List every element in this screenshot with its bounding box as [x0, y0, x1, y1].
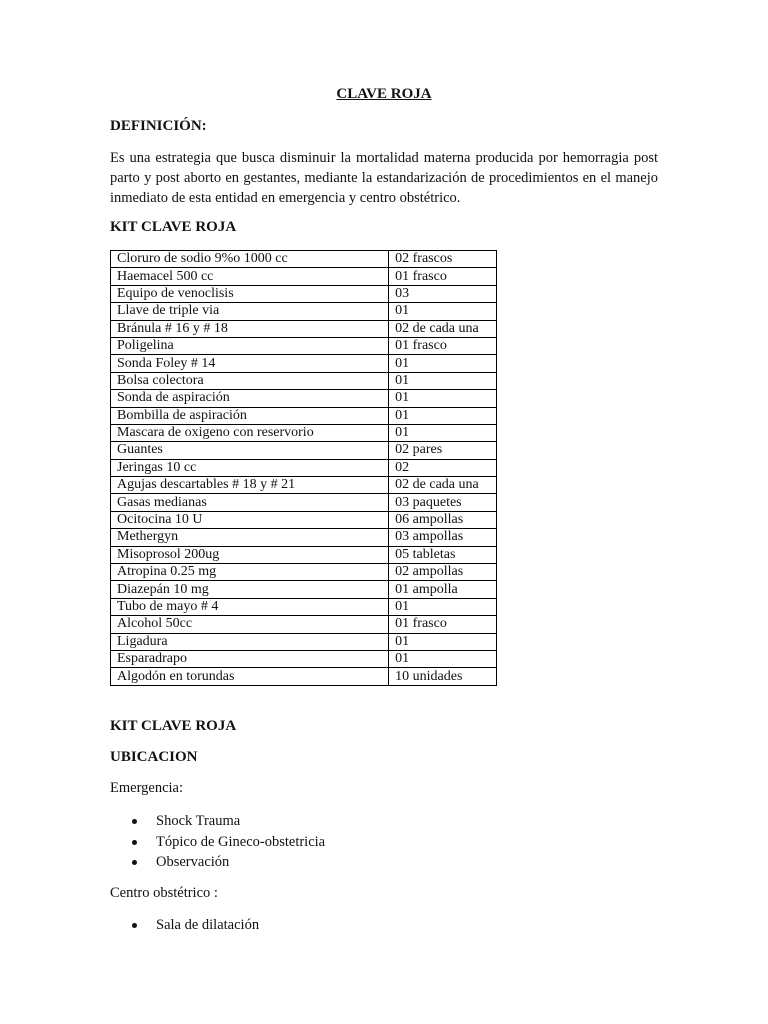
- kit-item-cell: Tubo de mayo # 4: [111, 598, 389, 615]
- bullet-icon: [132, 923, 137, 928]
- kit-qty-cell: 01: [389, 407, 497, 424]
- kit-qty-cell: 01: [389, 650, 497, 667]
- kit-qty-cell: 02 de cada una: [389, 477, 497, 494]
- kit-table-row: [111, 616, 497, 633]
- list-item-label: Observación: [156, 854, 230, 870]
- kit-qty-cell: 05 tabletas: [389, 546, 497, 563]
- kit-item-cell: Cloruro de sodio 9%o 1000 cc: [111, 251, 389, 268]
- list-item: [110, 852, 325, 873]
- kit-table-row: [111, 303, 497, 320]
- kit-item-cell: Algodón en torundas: [111, 668, 389, 685]
- page-title: CLAVE ROJA: [336, 86, 432, 102]
- kit-qty-cell: 01: [389, 633, 497, 650]
- kit-table-row: [111, 320, 497, 337]
- kit-table-row: [111, 546, 497, 563]
- kit-table: [110, 250, 497, 686]
- kit-item-cell: Diazepán 10 mg: [111, 581, 389, 598]
- kit-table-row: [111, 477, 497, 494]
- kit-item-cell: Methergyn: [111, 529, 389, 546]
- kit-table-row: [111, 390, 497, 407]
- kit-qty-cell: 02: [389, 459, 497, 476]
- kit-qty-cell: 01: [389, 355, 497, 372]
- kit-table-row: [111, 598, 497, 615]
- kit-qty-cell: 02 de cada una: [389, 320, 497, 337]
- kit-table-row: [111, 337, 497, 354]
- kit-qty-cell: 01 frasco: [389, 268, 497, 285]
- kit-item-cell: Ligadura: [111, 633, 389, 650]
- kit-item-cell: Guantes: [111, 442, 389, 459]
- bullet-icon: [132, 860, 137, 865]
- list-item-label: Sala de dilatación: [156, 917, 260, 933]
- kit-qty-cell: 03 paquetes: [389, 494, 497, 511]
- obstetric-label: Centro obstétrico :: [110, 885, 218, 901]
- kit-qty-cell: 02 frascos: [389, 251, 497, 268]
- kit-table-row: [111, 372, 497, 389]
- kit-item-cell: Agujas descartables # 18 y # 21: [111, 477, 389, 494]
- kit-heading: KIT CLAVE ROJA: [110, 219, 237, 235]
- kit-qty-cell: 03 ampollas: [389, 529, 497, 546]
- location-kit-heading: KIT CLAVE ROJA: [110, 718, 237, 734]
- kit-table-row: [111, 285, 497, 302]
- kit-qty-cell: 01: [389, 424, 497, 441]
- kit-table-row: [111, 668, 497, 685]
- kit-item-cell: Misoprosol 200ug: [111, 546, 389, 563]
- kit-item-cell: Poligelina: [111, 337, 389, 354]
- kit-table-row: [111, 581, 497, 598]
- emergency-label: Emergencia:: [110, 780, 184, 796]
- kit-table-row: [111, 251, 497, 268]
- kit-table-row: [111, 268, 497, 285]
- kit-item-cell: Jeringas 10 cc: [111, 459, 389, 476]
- definition-text: Es una estrategia que busca disminuir la mortalidad materna producida por hemorragia post parto y post aborto en gestantes, mediante la estandarización de procedimientos en el manejo inmediato de esta entidad en emergencia y centro obstétrico.: [110, 150, 658, 206]
- kit-item-cell: Sonda de aspiración: [111, 390, 389, 407]
- kit-table-row: [111, 564, 497, 581]
- kit-item-cell: Alcohol 50cc: [111, 616, 389, 633]
- kit-item-cell: Bombilla de aspiración: [111, 407, 389, 424]
- kit-item-cell: Llave de triple via: [111, 303, 389, 320]
- kit-qty-cell: 01: [389, 303, 497, 320]
- kit-qty-cell: 01 frasco: [389, 616, 497, 633]
- kit-item-cell: Gasas medianas: [111, 494, 389, 511]
- bullet-icon: [132, 819, 137, 824]
- kit-table-row: [111, 424, 497, 441]
- kit-table-body: [111, 251, 497, 686]
- kit-item-cell: Ocitocina 10 U: [111, 511, 389, 528]
- kit-item-cell: Bolsa colectora: [111, 372, 389, 389]
- kit-qty-cell: 03: [389, 285, 497, 302]
- kit-item-cell: Atropina 0.25 mg: [111, 564, 389, 581]
- kit-item-cell: Equipo de venoclisis: [111, 285, 389, 302]
- kit-table-row: [111, 633, 497, 650]
- bullet-icon: [132, 840, 137, 845]
- kit-table-row: [111, 511, 497, 528]
- kit-qty-cell: 02 pares: [389, 442, 497, 459]
- kit-item-cell: Haemacel 500 cc: [111, 268, 389, 285]
- list-item-label: Shock Trauma: [156, 813, 241, 829]
- list-item: [110, 832, 325, 853]
- kit-qty-cell: 01 frasco: [389, 337, 497, 354]
- kit-item-cell: Sonda Foley # 14: [111, 355, 389, 372]
- kit-item-cell: Mascara de oxigeno con reservorio: [111, 424, 389, 441]
- kit-qty-cell: 10 unidades: [389, 668, 497, 685]
- kit-table-row: [111, 442, 497, 459]
- obstetric-list: [110, 915, 259, 936]
- emergency-list: [110, 811, 325, 873]
- kit-qty-cell: 01 ampolla: [389, 581, 497, 598]
- kit-qty-cell: 02 ampollas: [389, 564, 497, 581]
- kit-table-row: [111, 355, 497, 372]
- kit-item-cell: Bránula # 16 y # 18: [111, 320, 389, 337]
- kit-qty-cell: 01: [389, 598, 497, 615]
- list-item: [110, 915, 259, 936]
- kit-table-row: [111, 529, 497, 546]
- definition-heading: DEFINICIÓN:: [110, 118, 207, 134]
- kit-table-row: [111, 494, 497, 511]
- kit-table-row: [111, 459, 497, 476]
- kit-qty-cell: 01: [389, 390, 497, 407]
- kit-qty-cell: 01: [389, 372, 497, 389]
- kit-qty-cell: 06 ampollas: [389, 511, 497, 528]
- list-item-label: Tópico de Gineco-obstetricia: [156, 833, 326, 850]
- location-heading: UBICACION: [110, 749, 198, 765]
- kit-item-cell: Esparadrapo: [111, 650, 389, 667]
- kit-table-row: [111, 407, 497, 424]
- kit-table-row: [111, 650, 497, 667]
- list-item: [110, 811, 325, 832]
